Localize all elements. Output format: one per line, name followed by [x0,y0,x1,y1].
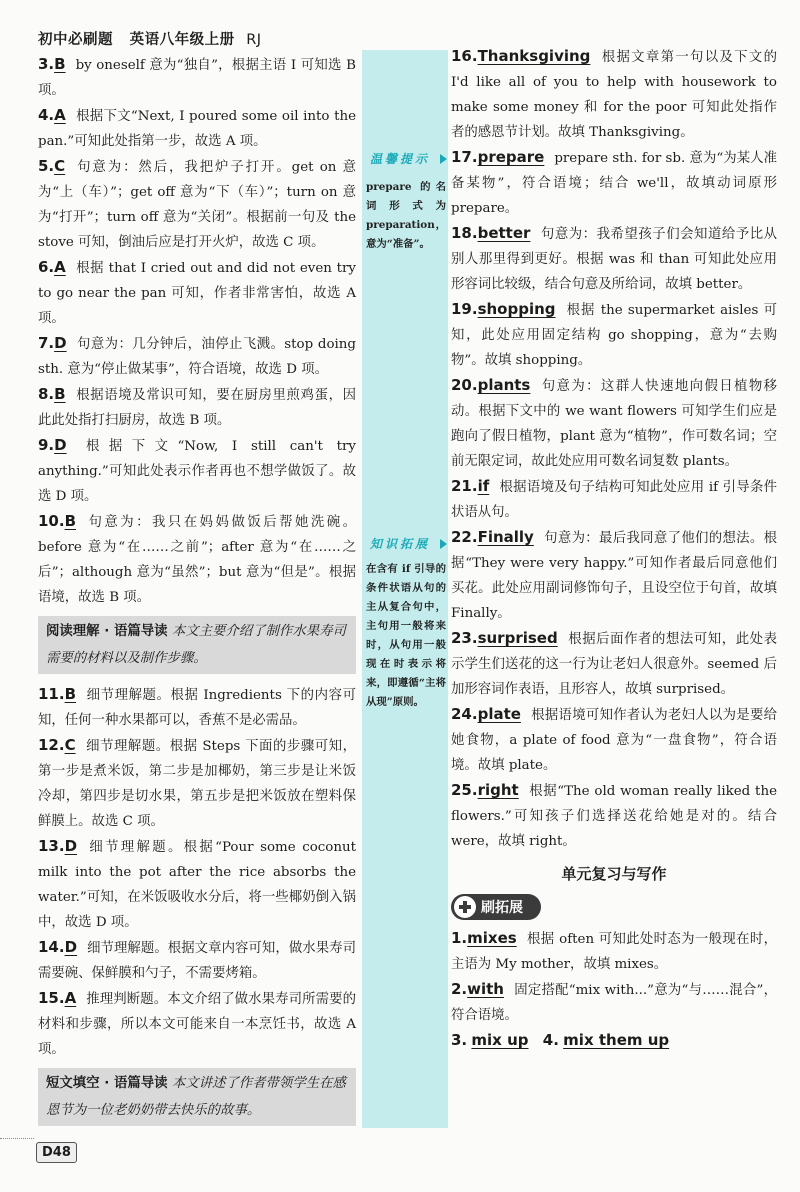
page-header [38,28,262,50]
item-number: 14. [38,938,65,956]
answer-item [38,935,356,986]
tip1-arrow-icon [440,154,447,164]
item-answer: D [64,938,78,956]
item-answer: B [64,685,77,703]
item-number: 3. [38,55,55,73]
item-explanation: 根据 often 可知此处时态为一般现在时，主语为 My mother，故填 mixes。 [451,932,777,972]
reading-guide-text: 本文主要介绍了制作水果寿司需要的材料以及制作步骤。 [46,624,346,666]
plus-icon [454,896,476,918]
tips-sidebar [362,50,448,1128]
item-answer: A [54,106,66,124]
right-column [451,44,777,1054]
answer-item [38,509,356,610]
item-answer: B [64,512,77,530]
item-explanation: 根据后面作者的想法可知，此处表示学生们送花的这一行为让老妇人很意外。seemed 后加形容词作表语，且形容人，故填 surprised。 [451,632,777,697]
page-number: D48 [36,1142,77,1163]
item-explanation: 根据文章第一句以及下文的 I'd like all of you to help with housework to make some money 和 for the poor 可知此处指作者的感恩节计划。故填 Thanksgiving。 [451,50,777,140]
answer-item [38,103,356,154]
answer-item [38,382,356,433]
answer-item [38,331,356,382]
cloze-guide-label: 短文填空 · 语篇导读 [46,1076,168,1091]
cloze-guide-text: 本文讲述了作者带领学生在感恩节为一位老奶奶带去快乐的故事。 [46,1076,346,1118]
item-answer: D [54,436,67,454]
item-explanation: 根据 that I cried out and did not even try to go near the pan 可知，作者非常害怕，故选 A 项。 [38,261,356,326]
item-explanation: prepare sth. for sb. 意为“为某人准备某物”，符合语境；结合 we'll，故填动词原形 prepare。 [451,151,777,216]
item-explanation: 根据下文“Now, I still can't try anything.”可知此处表示作者再也不想学做饭了。故选 D 项。 [38,439,356,504]
item-explanation: 细节理解题。根据文章内容可知，做水果寿司需要碗、保鲜膜和勺子，不需要烤箱。 [38,941,356,981]
item-answer: plate [477,705,521,723]
item-answer: C [54,157,66,175]
answer-item [451,926,777,977]
answer-item [451,525,777,626]
tip1-text: prepare 的名词形式为 preparation，意为“准备”。 [366,181,446,250]
item-explanation: 句意为：几分钟后，油停止飞溅。stop doing sth. 意为“停止做某事”，符合语境，故选 D 项。 [38,337,356,377]
answer-item [451,221,777,297]
extension-badge [451,894,541,920]
answer-item [38,433,356,509]
answer-item [38,834,356,935]
answer-item [451,702,777,778]
item-answer: C [64,736,76,754]
item-number: 7. [38,334,55,352]
item-explanation: 根据语境可知作者认为老妇人以为是要给她食物，a plate of food 意为“一盘食物”，符合语境。故填 plate。 [451,708,777,773]
series-name: 初中必刷题 [38,32,113,48]
answer-item [451,626,777,702]
answer-item [451,778,777,854]
item-explanation: 根据 the supermarket aisles 可知，此处应用固定结构 go shopping，意为“去购物”。故填 shopping。 [451,303,777,368]
item-number: 17. [451,148,478,166]
cloze-guide-band [38,1068,356,1126]
item-explanation: 细节理解题。根据 Steps 下面的步骤可知，第一步是煮米饭，第二步是加椰奶，第三步是让米饭冷却，第四步是切水果，第五步是把米饭放在塑料保鲜膜上。故选 C 项。 [38,739,356,829]
item-explanation: 句意为：我只在妈妈做饭后帮她洗碗。before 意为“在……之前”；after 意为“在……之后”；although 意为“虽然”；but 意为“但是”。根据语境，故选 B 项。 [38,515,356,605]
edition-label: RJ [246,32,262,48]
item-answer: surprised [477,629,558,647]
subject-name: 英语八年级上册 [129,32,235,48]
item-answer: D [64,837,78,855]
item-explanation: 推理判断题。本文介绍了做水果寿司所需要的材料和步骤，所以本文可能来自一本烹饪书，故选 A 项。 [38,992,356,1057]
item-explanation: 根据“The old woman really liked the flowers.”可知孩子们选择送花给她是对的。结合 were，故填 right。 [451,784,777,849]
badge-label: 刷拓展 [481,900,523,916]
item-number: 21. [451,477,478,495]
answer-item [451,1028,777,1054]
answer-item [451,44,777,145]
item-number: 1. [451,929,468,947]
answer-item [451,145,777,221]
item-number: 10. [38,512,65,530]
answer-item [38,682,356,733]
item-answer: mix them up [563,1031,670,1049]
item-answer: shopping [477,300,556,318]
answer-item [451,373,777,474]
item-explanation: 根据下文“Next, I poured some oil into the pan.”可知此处指第一步，故选 A 项。 [38,109,356,149]
corner-dots [0,1138,34,1139]
item-number: 2. [451,980,468,998]
answer-item [38,986,356,1062]
item-answer: right [477,781,519,799]
reading-guide-band [38,616,356,674]
item-answer: prepare [477,148,545,166]
item-answer: A [54,258,66,276]
item-answer: Finally [477,528,534,546]
item-explanation: 句意为：然后，我把炉子打开。get on 意为“上（车）”；get off 意为“下（车）”；turn on 意为“打开”；turn off 意为“关闭”。根据前一句及 the stove 可知，倒油后应是打开火炉，故选 C 项。 [38,160,356,250]
item-explanation: 句意为：这群人快速地向假日植物移动。根据下文中的 we want flowers 可知学生们应是跑向了假日植物，plant 意为“植物”，作可数名词；空前无限定词，故此处应用可数名词复数 plants。 [451,379,777,469]
answer-item [451,297,777,373]
item-answer: if [477,477,490,495]
answer-item [38,52,356,103]
item-answer: Thanksgiving [477,47,591,65]
item-answer: D [54,334,67,352]
item-answer: A [64,989,77,1007]
item-number: 23. [451,629,478,647]
item-answer: with [467,980,504,998]
item-number: 3. [451,1031,468,1049]
item-number: 18. [451,224,478,242]
tip2-text: 在含有 if 引导的条件状语从句的主从复合句中，主句用一般将来时，从句用一般现在时表示将来，即遵循“主将从现”原则。 [366,563,446,708]
item-number: 16. [451,47,478,65]
tip1-title: 温馨提示 [370,152,431,166]
item-answer: B [54,385,66,403]
item-answer: mixes [467,929,517,947]
tip2-arrow-icon [440,539,447,549]
answer-item [451,474,777,525]
item-explanation: 细节理解题。根据 Ingredients 下的内容可知，任何一种水果都可以，香蕉不是必需品。 [38,688,356,728]
item-number: 12. [38,736,65,754]
item-answer: plants [477,376,531,394]
item-explanation: 细节理解题。根据“Pour some coconut milk into the pot after the rice absorbs the water.”可知，在米饭吸收水分后，将一些椰奶倒入锅中，故选 D 项。 [38,840,356,930]
answer-item [451,977,777,1028]
item-number: 24. [451,705,478,723]
item-number: 11. [38,685,65,703]
item-number: 20. [451,376,478,394]
item-number: 6. [38,258,55,276]
tip2-title: 知识拓展 [370,537,431,551]
answer-item [38,733,356,834]
item-number: 4. [542,1031,559,1049]
section-title: 单元复习与写作 [561,865,667,883]
item-number: 8. [38,385,55,403]
item-explanation: 句意为：我希望孩子们会知道给予比从别人那里得到更好。根据 was 和 than 可知此处应用形容词比较级，结合句意及所给词，故填 better。 [451,227,777,292]
reading-guide-label: 阅读理解 · 语篇导读 [46,624,168,639]
item-explanation: 根据语境及常识可知，要在厨房里煎鸡蛋，因此此处指打扫厨房，故选 B 项。 [38,388,356,428]
item-number: 25. [451,781,478,799]
item-answer: better [477,224,531,242]
item-number: 19. [451,300,478,318]
item-explanation: 根据语境及句子结构可知此处应用 if 引导条件状语从句。 [451,480,777,520]
item-number: 4. [38,106,55,124]
item-number: 5. [38,157,55,175]
item-number: 22. [451,528,478,546]
left-column [38,52,356,1134]
item-number: 13. [38,837,65,855]
item-explanation: 句意为：最后我同意了他们的想法。根据“They were very happy.”可知作者最后同意他们买花。此处应用副词修饰句子，且设空位于句首，故填 Finally。 [451,531,777,621]
item-answer: B [54,55,66,73]
item-explanation: 固定搭配“mix with...”意为“与……混合”，符合语境。 [451,983,777,1023]
item-explanation: by oneself 意为“独自”，根据主语 I 可知选 B 项。 [38,58,356,98]
item-number: 9. [38,436,55,454]
item-answer: mix up [471,1031,529,1049]
answer-item [38,255,356,331]
item-number: 15. [38,989,65,1007]
answer-item [38,154,356,255]
